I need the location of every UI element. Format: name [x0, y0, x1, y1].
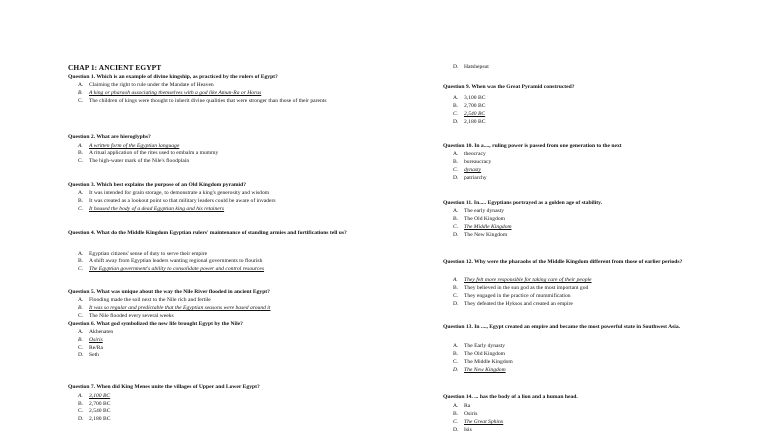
- option-letter: A.: [78, 297, 84, 303]
- option-letter: C.: [453, 419, 459, 425]
- option-text: It was so regular and predictable that the Egyptian seasons were based around it: [89, 305, 271, 311]
- option-letter: C.: [78, 266, 84, 272]
- option-text: theocracy: [464, 151, 486, 157]
- option-letter: C.: [453, 111, 459, 117]
- question-q6: Question 6. What god symbolized the new life brought Egypt by the Nile?: [68, 321, 243, 327]
- option-text: 2,700 BC: [89, 401, 111, 407]
- option-text: Claiming the right to rule under the Mandate of Heaven: [89, 82, 214, 88]
- option-text: bureaucracy: [464, 159, 492, 165]
- option-text: 3,100 BC: [464, 95, 486, 101]
- option-text: Seth: [89, 352, 99, 358]
- question-q1: Question 1. Which is an example of divine kingship, as practiced by the rulers of Egypt?: [68, 74, 278, 80]
- option-letter: D.: [453, 232, 459, 238]
- option-text: Osiris: [464, 411, 478, 417]
- question-q13: Question 13. In ...., Egypt created an empire and became the most powerful state in Southwest Asia.: [443, 324, 681, 330]
- option-letter: B.: [453, 216, 459, 222]
- option-letter: B.: [78, 401, 84, 407]
- option-letter: B.: [78, 198, 84, 204]
- option-letter: B.: [453, 159, 459, 165]
- option-text: A ritual application of the rites used to embalm a mummy: [89, 150, 219, 156]
- question-q9: Question 9. When was the Great Pyramid constructed?: [443, 84, 575, 90]
- option-text: A written form of the Egyptian language: [89, 143, 180, 149]
- option-letter: B.: [453, 411, 459, 417]
- option-text: The Old Kingdom: [464, 216, 506, 222]
- option-letter: A.: [453, 208, 459, 214]
- option-text: Hatshepsut: [464, 64, 489, 70]
- option-text: The Early dynasty: [464, 343, 506, 349]
- question-q7: Question 7. When did King Menes unite the villages of Upper and Lower Egypt?: [68, 384, 260, 390]
- option-letter: A.: [453, 95, 459, 101]
- option-letter: C.: [453, 167, 459, 173]
- option-letter: A.: [453, 403, 459, 409]
- option-text: The Middle Kingdom: [464, 224, 512, 230]
- option-letter: D.: [453, 175, 459, 181]
- option-text: Flooding made the soil next to the Nile rich and fertile: [89, 297, 211, 303]
- option-letter: D.: [453, 301, 459, 307]
- option-text: They engaged in the practice of mummification: [464, 293, 571, 299]
- option-text: The Great Sphinx: [464, 419, 504, 425]
- question-q10: Question 10. In a...., ruling power is passed from one generation to the next: [443, 143, 622, 149]
- option-text: patriarchy: [464, 175, 487, 181]
- option-letter: C.: [78, 313, 84, 319]
- option-text: Akhenaten: [89, 329, 114, 335]
- page-title: CHAP 1: ANCIENT EGYPT: [68, 63, 162, 72]
- option-letter: B.: [453, 285, 459, 291]
- option-letter: A.: [78, 82, 84, 88]
- option-text: dynasty: [464, 167, 482, 173]
- option-text: 2,180 BC: [464, 119, 486, 125]
- option-letter: B.: [78, 258, 84, 264]
- option-letter: C.: [78, 206, 84, 212]
- option-letter: A.: [78, 393, 83, 399]
- question-q4: Question 4. What do the Middle Kingdom Egyptian rulers' maintenance of standing armies and fortifications tell us?: [68, 230, 347, 236]
- option-text: The Old Kingdom: [464, 351, 506, 357]
- question-q2: Question 2. What are hieroglyphs?: [68, 134, 151, 140]
- question-q12: Question 12. Why were the pharaohs of the Middle Kingdom different from those of earlier periods?: [443, 259, 683, 265]
- option-text: Re/Ra: [89, 345, 103, 351]
- question-q14: Question 14. ... has the body of a lion and a human head.: [443, 394, 578, 400]
- option-letter: D.: [453, 367, 459, 373]
- option-letter: C.: [78, 345, 84, 351]
- option-letter: B.: [78, 305, 83, 311]
- option-letter: C.: [78, 158, 84, 164]
- option-text: Egyptian citizens' sense of duty to serve their empire: [89, 251, 208, 257]
- option-text: The early dynasty: [464, 208, 505, 214]
- option-text: It housed the body of a dead Egyptian king and his retainers: [89, 206, 225, 212]
- option-letter: A.: [78, 143, 83, 149]
- option-text: The New Kingdom: [464, 232, 508, 238]
- option-text: The New Kingdom: [464, 367, 506, 373]
- option-text: They believed in the sun god as the most important god: [464, 285, 589, 291]
- option-letter: B.: [78, 90, 83, 96]
- option-text: They defeated the Hyksos and created an empire: [464, 301, 573, 307]
- option-text: They felt more responsible for taking care of their people: [464, 277, 592, 283]
- option-letter: B.: [78, 337, 83, 343]
- option-text: Osiris: [89, 337, 103, 343]
- option-letter: B.: [453, 103, 459, 109]
- option-letter: A.: [78, 190, 84, 196]
- option-text: The Nile flooded every several weeks: [89, 313, 174, 319]
- option-text: Isis: [464, 427, 472, 433]
- option-letter: B.: [78, 150, 84, 156]
- option-letter: C.: [453, 293, 459, 299]
- option-text: 2,180 BC: [89, 416, 111, 422]
- option-letter: C.: [453, 359, 459, 365]
- option-text: 2,540 BC: [89, 408, 111, 414]
- option-text: It was created as a lookout point so that military leaders could be aware of invaders: [89, 198, 276, 204]
- option-letter: A.: [453, 343, 459, 349]
- option-letter: D.: [78, 416, 84, 422]
- option-text: 3,100 BC: [89, 393, 111, 399]
- option-text: 2,700 BC: [464, 103, 486, 109]
- option-letter: D.: [453, 427, 459, 433]
- option-letter: D.: [78, 352, 84, 358]
- question-q11: Question 11. In..... Egyptians portrayed as a golden age of stability.: [443, 200, 602, 206]
- question-q3: Question 3. Which best explains the purpose of an Old Kingdom pyramid?: [68, 182, 246, 188]
- option-letter: A.: [78, 251, 84, 257]
- option-text: A shift away from Egyptian leaders wanting regional governments to flourish: [89, 258, 263, 264]
- option-letter: C.: [78, 98, 84, 104]
- option-text: Ra: [464, 403, 471, 409]
- question-q5: Question 5. What was unique about the way the Nile River flooded in ancient Egypt?: [68, 289, 270, 295]
- option-text: The high-water mark of the Nile's floodplain: [89, 158, 190, 164]
- option-text: The children of kings were thought to inherit divine qualities that were stronger than those of their parents: [89, 98, 327, 104]
- option-letter: A.: [78, 329, 84, 335]
- option-letter: C.: [453, 224, 459, 230]
- option-letter: D.: [453, 119, 459, 125]
- option-letter: B.: [453, 351, 459, 357]
- option-text: The Middle Kingdom: [464, 359, 513, 365]
- option-letter: C.: [78, 408, 84, 414]
- option-text: A king or pharaoh associating themselves with a god like Amun-Ra or Horus: [89, 90, 262, 96]
- option-letter: D.: [453, 64, 459, 70]
- option-letter: A.: [453, 277, 458, 283]
- option-text: 2,540 BC: [464, 111, 486, 117]
- option-text: The Egyptian government's ability to consolidate power and control resources: [89, 266, 265, 272]
- option-letter: A.: [453, 151, 459, 157]
- option-text: It was intended for grain storage, to demonstrate a king's generosity and wisdom: [89, 190, 270, 196]
